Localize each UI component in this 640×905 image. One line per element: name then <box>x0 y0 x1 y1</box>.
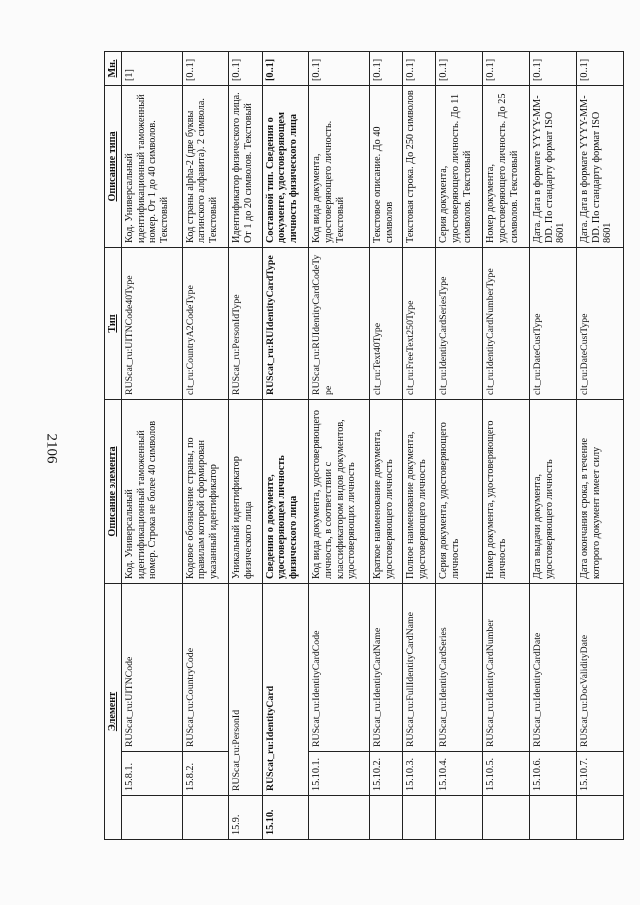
table-row <box>122 51 183 839</box>
row-multiplicity: [0..1] <box>182 51 229 85</box>
row-type-description: Дата. Дата в формате YYYY-MM-DD. По стандарту формат ISO 8601 <box>577 85 624 247</box>
row-description: Кодовое обозначение страны, по правилам которой сформирован указанный идентификатор <box>182 399 229 583</box>
row-element: RUScat_ru:IdentityCard <box>262 583 309 795</box>
page-number: 2106 <box>43 433 60 464</box>
indent-cell <box>370 796 403 840</box>
row-description: Серия документа, удостоверяющего личность <box>436 399 483 583</box>
schema-table <box>104 51 624 840</box>
table-row <box>370 51 403 839</box>
table-row <box>262 51 309 839</box>
row-description: Дата окончания срока, в течение которого документ имеет силу <box>577 399 624 583</box>
row-number: 15.10.6. <box>530 752 577 796</box>
row-type-description: Дата. Дата в формате YYYY-MM-DD. По стандарту формат ISO 8601 <box>530 85 577 247</box>
row-type: clt_ru:FreeText250Type <box>403 247 436 399</box>
row-multiplicity: [0..1] <box>370 51 403 85</box>
row-multiplicity: [0..1] <box>436 51 483 85</box>
row-number: 15.10.2. <box>370 752 403 796</box>
row-element: RUScat_ru:IdentityCardNumber <box>483 583 530 751</box>
table-row <box>577 51 624 839</box>
row-element: RUScat_ru:CountryCode <box>182 583 229 751</box>
row-element: RUScat_ru:IdentityCardSeries <box>436 583 483 751</box>
header-element: Элемент <box>105 583 122 839</box>
row-multiplicity: [0..1] <box>262 51 309 85</box>
row-description: Полное наименование документа, удостоверяющего личность <box>403 399 436 583</box>
row-multiplicity: [0..1] <box>577 51 624 85</box>
row-multiplicity: [0..1] <box>483 51 530 85</box>
indent-cell <box>403 796 436 840</box>
row-element: RUScat_ru:IdentityCardDate <box>530 583 577 751</box>
header-multiplicity: Мн. <box>105 51 122 85</box>
table-row <box>182 51 229 839</box>
table-row <box>309 51 370 839</box>
row-number: 15.10. <box>262 796 309 840</box>
row-type: clt_ru:CountryA2CodeType <box>182 247 229 399</box>
row-number: 15.10.3. <box>403 752 436 796</box>
row-type-description: Код вида документа, удостоверяющего личность. Текстовый <box>309 85 370 247</box>
row-element: RUScat_ru:PersonId <box>229 583 262 795</box>
row-number: 15.10.7. <box>577 752 624 796</box>
indent-cell <box>530 796 577 840</box>
indent-cell <box>436 796 483 840</box>
row-type-description: Номер документа, удостоверяющего личность. До 25 символов. Текстовый <box>483 85 530 247</box>
row-number: 15.10.5. <box>483 752 530 796</box>
row-type-description: Код. Универсальный идентификационный таможенный номер. От 1 до 40 символов. Текстовый <box>122 85 183 247</box>
row-type: RUScat_ru:RUIdentityCardType <box>262 247 309 399</box>
header-type: Тип <box>105 247 122 399</box>
row-multiplicity: [0..1] <box>229 51 262 85</box>
row-element: RUScat_ru:FullIdentityCardName <box>403 583 436 751</box>
header-element-description: Описание элемента <box>105 399 122 583</box>
row-type: clt_ru:IdentityCardSeriesType <box>436 247 483 399</box>
row-type: RUScat_ru:PersonIdType <box>229 247 262 399</box>
rotated-table-container <box>104 52 624 840</box>
row-element: RUScat_ru:UITNCode <box>122 583 183 751</box>
indent-cell <box>577 796 624 840</box>
table-row <box>229 51 262 839</box>
table-row <box>483 51 530 839</box>
row-multiplicity: [1] <box>122 51 183 85</box>
table-row <box>530 51 577 839</box>
row-multiplicity: [0..1] <box>403 51 436 85</box>
row-multiplicity: [0..1] <box>309 51 370 85</box>
table-header-row <box>105 51 122 839</box>
indent-cell <box>483 796 530 840</box>
row-element: RUScat_ru:IdentityCardCode <box>309 583 370 751</box>
row-description: Код. Универсальный идентификационный таможенный номер. Строка не более 40 символов <box>122 399 183 583</box>
row-multiplicity: [0..1] <box>530 51 577 85</box>
row-type: clt_ru:IdentityCardNumberType <box>483 247 530 399</box>
header-type-description: Описание типа <box>105 85 122 247</box>
row-type-description: Код страны alpha-2 (две буквы латинского алфавита). 2 символа. Текстовый <box>182 85 229 247</box>
row-number: 15.10.4. <box>436 752 483 796</box>
row-description: Код вида документа, удостоверяющего личность, в соответствии с классификатором видов документов, удостоверяющих личность <box>309 399 370 583</box>
row-number: 15.10.1. <box>309 752 370 796</box>
row-number: 15.9. <box>229 796 262 840</box>
row-description: Сведения о документе, удостоверяющем личность физического лица <box>262 399 309 583</box>
indent-cell <box>182 796 229 840</box>
row-type: RUScat_ru:RUIdentityCardCodeType <box>309 247 370 399</box>
row-description: Уникальный идентификатор физического лица <box>229 399 262 583</box>
row-description: Краткое наименование документа, удостоверяющего личность <box>370 399 403 583</box>
row-description: Дата выдачи документа, удостоверяющего личность <box>530 399 577 583</box>
table-row <box>436 51 483 839</box>
row-number: 15.8.2. <box>182 752 229 796</box>
table-row <box>403 51 436 839</box>
row-type-description: Текстовая строка. До 250 символов <box>403 85 436 247</box>
row-element: RUScat_ru:IdentityCardName <box>370 583 403 751</box>
row-description: Номер документа, удостоверяющего личность <box>483 399 530 583</box>
table-body <box>122 51 624 839</box>
row-type: clt_ru:DateCustType <box>577 247 624 399</box>
row-type-description: Серия документа, удостоверяющего личность. До 11 символов. Текстовый <box>436 85 483 247</box>
row-type: RUScat_ru:UITNCode40Type <box>122 247 183 399</box>
row-type: clt_ru:DateCustType <box>530 247 577 399</box>
row-type-description: Идентификатор физического лица. От 1 до 20 символов. Текстовый <box>229 85 262 247</box>
indent-cell <box>309 796 370 840</box>
row-element: RUScat_ru:DocValidityDate <box>577 583 624 751</box>
row-type: clt_ru:Text40Type <box>370 247 403 399</box>
row-type-description: Текстовое описание. До 40 символов <box>370 85 403 247</box>
row-type-description: Составной тип. Сведения о документе, удостоверяющем личность физического лица <box>262 85 309 247</box>
row-number: 15.8.1. <box>122 752 183 796</box>
indent-cell <box>122 796 183 840</box>
